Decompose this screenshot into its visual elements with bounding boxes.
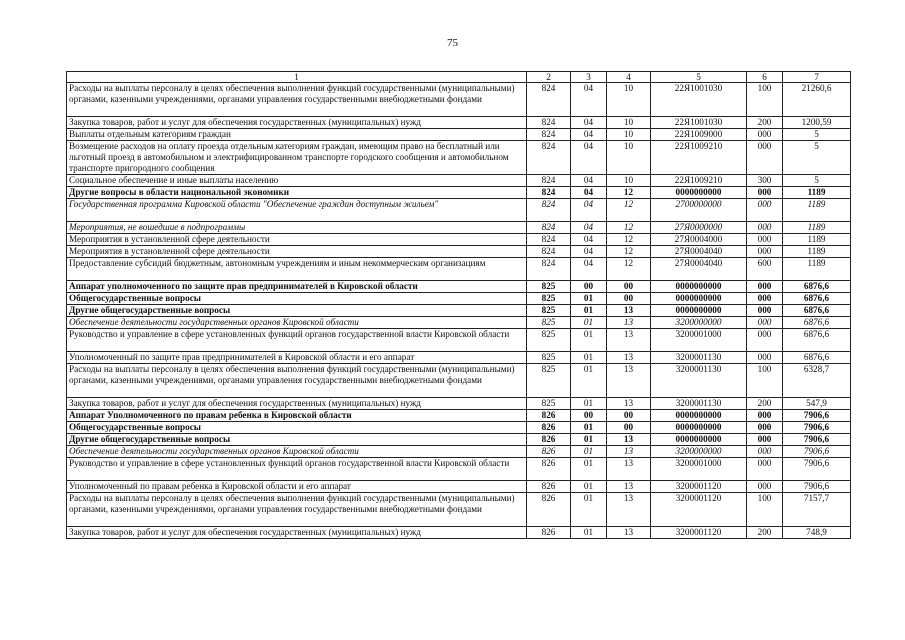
section-code-cell: 04 (571, 258, 607, 281)
ministry-code-cell: 824 (527, 222, 571, 234)
column-header: 1 (67, 72, 527, 83)
expense-type-code-cell: 000 (747, 422, 783, 434)
amount-cell: 6876,6 (783, 317, 851, 329)
table-row (67, 187, 851, 199)
table-row (67, 329, 851, 352)
ministry-code-cell: 826 (527, 422, 571, 434)
ministry-code-cell: 825 (527, 364, 571, 398)
amount-cell: 6876,6 (783, 305, 851, 317)
ministry-code-cell: 824 (527, 199, 571, 222)
amount-cell: 7906,6 (783, 481, 851, 493)
table-row (67, 458, 851, 481)
amount-cell: 6876,6 (783, 329, 851, 352)
table-header-row (67, 72, 851, 83)
section-code-cell: 04 (571, 199, 607, 222)
section-code-cell: 04 (571, 175, 607, 187)
expense-name-cell: Государственная программа Кировской области "Обеспечение граждан доступным жильем" (67, 199, 527, 222)
target-article-code-cell: 3200001130 (651, 352, 747, 364)
expense-name-cell: Руководство и управление в сфере установленных функций органов государственной власти Кировской области (67, 329, 527, 352)
target-article-code-cell: 3200001000 (651, 329, 747, 352)
target-article-code-cell: 3200001130 (651, 398, 747, 410)
expense-type-code-cell: 000 (747, 281, 783, 293)
expense-type-code-cell: 100 (747, 83, 783, 117)
expense-name-cell: Руководство и управление в сфере установленных функций органов государственной власти Кировской области (67, 458, 527, 481)
expense-name-cell: Обеспечение деятельности государственных органов Кировской области (67, 317, 527, 329)
section-code-cell: 01 (571, 527, 607, 539)
amount-cell: 547,9 (783, 398, 851, 410)
section-code-cell: 01 (571, 434, 607, 446)
subsection-code-cell: 12 (607, 258, 651, 281)
expense-type-code-cell: 000 (747, 317, 783, 329)
table-row (67, 493, 851, 527)
ministry-code-cell: 826 (527, 481, 571, 493)
table-row (67, 199, 851, 222)
section-code-cell: 04 (571, 246, 607, 258)
budget-table (66, 71, 851, 539)
expense-type-code-cell: 000 (747, 329, 783, 352)
subsection-code-cell: 13 (607, 329, 651, 352)
expense-name-cell: Закупка товаров, работ и услуг для обеспечения государственных (муниципальных) нужд (67, 398, 527, 410)
target-article-code-cell: 22Я1009210 (651, 175, 747, 187)
expense-type-code-cell: 000 (747, 458, 783, 481)
section-code-cell: 04 (571, 222, 607, 234)
subsection-code-cell: 00 (607, 410, 651, 422)
target-article-code-cell: 0000000000 (651, 187, 747, 199)
amount-cell: 7906,6 (783, 446, 851, 458)
expense-type-code-cell: 100 (747, 364, 783, 398)
expense-name-cell: Уполномоченный по правам ребенка в Кировской области и его аппарат (67, 481, 527, 493)
ministry-code-cell: 824 (527, 187, 571, 199)
section-code-cell: 04 (571, 117, 607, 129)
subsection-code-cell: 12 (607, 187, 651, 199)
subsection-code-cell: 13 (607, 434, 651, 446)
target-article-code-cell: 0000000000 (651, 434, 747, 446)
table-body (67, 83, 851, 539)
section-code-cell: 01 (571, 458, 607, 481)
ministry-code-cell: 824 (527, 234, 571, 246)
subsection-code-cell: 13 (607, 527, 651, 539)
ministry-code-cell: 825 (527, 305, 571, 317)
subsection-code-cell: 10 (607, 83, 651, 117)
expense-type-code-cell: 100 (747, 493, 783, 527)
ministry-code-cell: 825 (527, 281, 571, 293)
expense-type-code-cell: 000 (747, 293, 783, 305)
column-header: 3 (571, 72, 607, 83)
subsection-code-cell: 10 (607, 129, 651, 141)
expense-type-code-cell: 000 (747, 434, 783, 446)
section-code-cell: 01 (571, 398, 607, 410)
amount-cell: 1189 (783, 234, 851, 246)
amount-cell: 21260,6 (783, 83, 851, 117)
section-code-cell: 01 (571, 329, 607, 352)
expense-name-cell: Аппарат Уполномоченного по правам ребенка в Кировской области (67, 410, 527, 422)
target-article-code-cell: 27Я0004040 (651, 246, 747, 258)
section-code-cell: 04 (571, 129, 607, 141)
ministry-code-cell: 824 (527, 117, 571, 129)
ministry-code-cell: 824 (527, 258, 571, 281)
section-code-cell: 01 (571, 493, 607, 527)
ministry-code-cell: 825 (527, 329, 571, 352)
ministry-code-cell: 824 (527, 129, 571, 141)
amount-cell: 6328,7 (783, 364, 851, 398)
amount-cell: 7157,7 (783, 493, 851, 527)
amount-cell: 1200,59 (783, 117, 851, 129)
ministry-code-cell: 824 (527, 83, 571, 117)
table-row (67, 246, 851, 258)
expense-type-code-cell: 000 (747, 246, 783, 258)
expense-type-code-cell: 000 (747, 410, 783, 422)
table-row (67, 422, 851, 434)
amount-cell: 6876,6 (783, 281, 851, 293)
target-article-code-cell: 22Я1001030 (651, 117, 747, 129)
expense-name-cell: Мероприятия, не вошедшие в подпрограммы (67, 222, 527, 234)
subsection-code-cell: 13 (607, 446, 651, 458)
amount-cell: 7906,6 (783, 458, 851, 481)
table-row (67, 141, 851, 175)
target-article-code-cell: 3200001120 (651, 527, 747, 539)
expense-type-code-cell: 000 (747, 352, 783, 364)
ministry-code-cell: 825 (527, 293, 571, 305)
table-row (67, 481, 851, 493)
table-row (67, 398, 851, 410)
subsection-code-cell: 12 (607, 199, 651, 222)
target-article-code-cell: 0000000000 (651, 281, 747, 293)
target-article-code-cell: 0000000000 (651, 422, 747, 434)
amount-cell: 6876,6 (783, 352, 851, 364)
expense-name-cell: Расходы на выплаты персоналу в целях обеспечения выполнения функций государственными (муниципальными) органами, казенными учреждениями, органами управления государственными внебюджетными фондами (67, 364, 527, 398)
section-code-cell: 01 (571, 317, 607, 329)
subsection-code-cell: 13 (607, 352, 651, 364)
subsection-code-cell: 00 (607, 281, 651, 293)
target-article-code-cell: 22Я1009210 (651, 141, 747, 175)
expense-name-cell: Другие общегосударственные вопросы (67, 305, 527, 317)
expense-type-code-cell: 200 (747, 398, 783, 410)
amount-cell: 1189 (783, 187, 851, 199)
subsection-code-cell: 10 (607, 175, 651, 187)
expense-name-cell: Закупка товаров, работ и услуг для обеспечения государственных (муниципальных) нужд (67, 527, 527, 539)
table-row (67, 434, 851, 446)
expense-type-code-cell: 000 (747, 199, 783, 222)
amount-cell: 1189 (783, 258, 851, 281)
amount-cell: 748,9 (783, 527, 851, 539)
expense-type-code-cell: 000 (747, 305, 783, 317)
column-header: 4 (607, 72, 651, 83)
expense-name-cell: Выплаты отдельным категориям граждан (67, 129, 527, 141)
section-code-cell: 00 (571, 281, 607, 293)
expense-name-cell: Аппарат уполномоченного по защите прав предпринимателей в Кировской области (67, 281, 527, 293)
target-article-code-cell: 3200000000 (651, 446, 747, 458)
section-code-cell: 04 (571, 83, 607, 117)
subsection-code-cell: 00 (607, 422, 651, 434)
target-article-code-cell: 3200001120 (651, 493, 747, 527)
expense-name-cell: Расходы на выплаты персоналу в целях обеспечения выполнения функций государственными (муниципальными) органами, казенными учреждениями, органами управления государственными внебюджетными фондами (67, 493, 527, 527)
section-code-cell: 04 (571, 141, 607, 175)
ministry-code-cell: 826 (527, 434, 571, 446)
section-code-cell: 01 (571, 305, 607, 317)
subsection-code-cell: 13 (607, 458, 651, 481)
column-header: 7 (783, 72, 851, 83)
table-row (67, 410, 851, 422)
target-article-code-cell: 2700000000 (651, 199, 747, 222)
table-row (67, 258, 851, 281)
expense-type-code-cell: 000 (747, 187, 783, 199)
target-article-code-cell: 3200001000 (651, 458, 747, 481)
table-row (67, 117, 851, 129)
ministry-code-cell: 826 (527, 458, 571, 481)
section-code-cell: 01 (571, 422, 607, 434)
table-row (67, 446, 851, 458)
section-code-cell: 01 (571, 481, 607, 493)
amount-cell: 1189 (783, 199, 851, 222)
subsection-code-cell: 13 (607, 481, 651, 493)
target-article-code-cell: 0000000000 (651, 305, 747, 317)
ministry-code-cell: 826 (527, 446, 571, 458)
expense-name-cell: Предоставление субсидий бюджетным, автономным учреждениям и иным некоммерческим организациям (67, 258, 527, 281)
expense-name-cell: Другие вопросы в области национальной экономики (67, 187, 527, 199)
target-article-code-cell: 27Я0004040 (651, 258, 747, 281)
expense-name-cell: Мероприятия в установленной сфере деятельности (67, 246, 527, 258)
amount-cell: 5 (783, 129, 851, 141)
expense-type-code-cell: 000 (747, 129, 783, 141)
table-row (67, 129, 851, 141)
ministry-code-cell: 824 (527, 141, 571, 175)
ministry-code-cell: 824 (527, 246, 571, 258)
amount-cell: 7906,6 (783, 410, 851, 422)
target-article-code-cell: 0000000000 (651, 293, 747, 305)
amount-cell: 5 (783, 141, 851, 175)
expense-type-code-cell: 000 (747, 446, 783, 458)
expense-type-code-cell: 000 (747, 234, 783, 246)
page-number: 75 (447, 37, 458, 49)
table-row (67, 364, 851, 398)
subsection-code-cell: 12 (607, 222, 651, 234)
expense-type-code-cell: 000 (747, 481, 783, 493)
subsection-code-cell: 13 (607, 364, 651, 398)
target-article-code-cell: 27Я0004000 (651, 234, 747, 246)
section-code-cell: 04 (571, 234, 607, 246)
amount-cell: 1189 (783, 246, 851, 258)
target-article-code-cell: 22Я1009000 (651, 129, 747, 141)
expense-name-cell: Возмещение расходов на оплату проезда отдельным категориям граждан, имеющим право на бесплатный или льготный проезд в автомобильном и электрифицированном транспорте городского сообщения и автомобильном транспорте пригородного сообщения (67, 141, 527, 175)
table-row (67, 293, 851, 305)
target-article-code-cell: 3200000000 (651, 317, 747, 329)
subsection-code-cell: 00 (607, 293, 651, 305)
subsection-code-cell: 13 (607, 317, 651, 329)
expense-name-cell: Уполномоченный по защите прав предпринимателей в Кировской области и его аппарат (67, 352, 527, 364)
column-header: 6 (747, 72, 783, 83)
target-article-code-cell: 3200001130 (651, 364, 747, 398)
ministry-code-cell: 826 (527, 527, 571, 539)
amount-cell: 5 (783, 175, 851, 187)
ministry-code-cell: 826 (527, 410, 571, 422)
ministry-code-cell: 826 (527, 493, 571, 527)
table-row (67, 234, 851, 246)
table-row (67, 175, 851, 187)
subsection-code-cell: 12 (607, 234, 651, 246)
subsection-code-cell: 13 (607, 493, 651, 527)
expense-type-code-cell: 000 (747, 141, 783, 175)
subsection-code-cell: 10 (607, 117, 651, 129)
target-article-code-cell: 3200001120 (651, 481, 747, 493)
table-row (67, 222, 851, 234)
target-article-code-cell: 22Я1001030 (651, 83, 747, 117)
ministry-code-cell: 825 (527, 352, 571, 364)
column-header: 5 (651, 72, 747, 83)
section-code-cell: 01 (571, 446, 607, 458)
section-code-cell: 01 (571, 364, 607, 398)
expense-type-code-cell: 200 (747, 527, 783, 539)
expense-name-cell: Обеспечение деятельности государственных органов Кировской области (67, 446, 527, 458)
subsection-code-cell: 10 (607, 141, 651, 175)
expense-name-cell: Другие общегосударственные вопросы (67, 434, 527, 446)
subsection-code-cell: 13 (607, 398, 651, 410)
table-row (67, 317, 851, 329)
ministry-code-cell: 824 (527, 175, 571, 187)
expense-name-cell: Мероприятия в установленной сфере деятельности (67, 234, 527, 246)
column-header: 2 (527, 72, 571, 83)
section-code-cell: 04 (571, 187, 607, 199)
expense-type-code-cell: 300 (747, 175, 783, 187)
amount-cell: 7906,6 (783, 422, 851, 434)
table-row (67, 281, 851, 293)
table-row (67, 527, 851, 539)
subsection-code-cell: 13 (607, 305, 651, 317)
expense-type-code-cell: 000 (747, 222, 783, 234)
target-article-code-cell: 0000000000 (651, 410, 747, 422)
section-code-cell: 00 (571, 410, 607, 422)
ministry-code-cell: 825 (527, 317, 571, 329)
amount-cell: 6876,6 (783, 293, 851, 305)
section-code-cell: 01 (571, 293, 607, 305)
expense-name-cell: Расходы на выплаты персоналу в целях обеспечения выполнения функций государственными (муниципальными) органами, казенными учреждениями, органами управления государственными внебюджетными фондами (67, 83, 527, 117)
expense-name-cell: Общегосударственные вопросы (67, 422, 527, 434)
expense-name-cell: Общегосударственные вопросы (67, 293, 527, 305)
expense-name-cell: Социальное обеспечение и иные выплаты населению (67, 175, 527, 187)
section-code-cell: 01 (571, 352, 607, 364)
expense-type-code-cell: 600 (747, 258, 783, 281)
amount-cell: 1189 (783, 222, 851, 234)
expense-name-cell: Закупка товаров, работ и услуг для обеспечения государственных (муниципальных) нужд (67, 117, 527, 129)
expense-type-code-cell: 200 (747, 117, 783, 129)
ministry-code-cell: 825 (527, 398, 571, 410)
target-article-code-cell: 27Я0000000 (651, 222, 747, 234)
table-row (67, 305, 851, 317)
table-row (67, 83, 851, 117)
amount-cell: 7906,6 (783, 434, 851, 446)
table-row (67, 352, 851, 364)
subsection-code-cell: 12 (607, 246, 651, 258)
